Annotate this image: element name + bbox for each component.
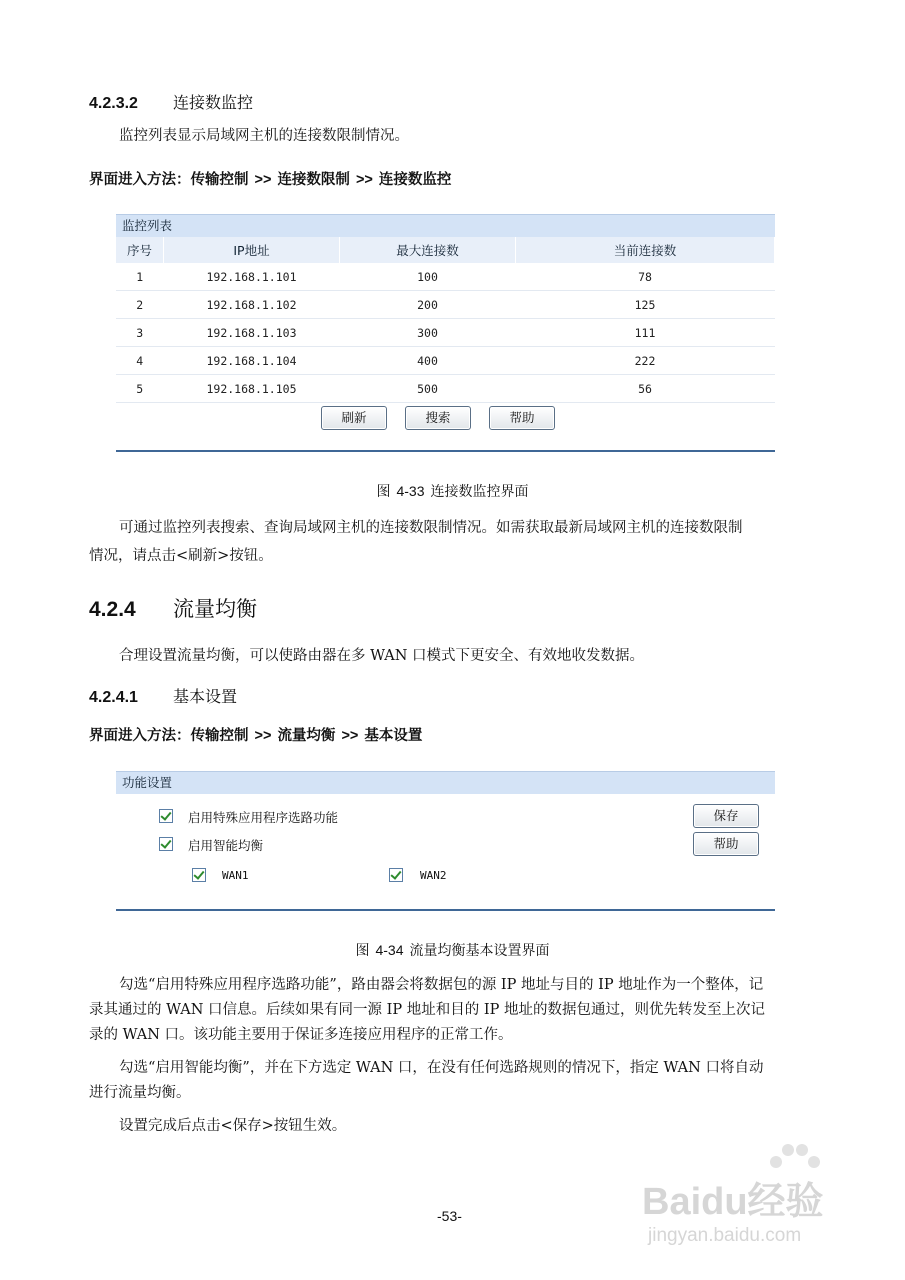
- monitor-list-panel: [116, 214, 775, 452]
- table-row: [116, 319, 775, 347]
- paragraph-line: 情况，请点击<刷新>按钮。: [89, 548, 273, 564]
- save-button[interactable]: 保存: [693, 804, 759, 828]
- figure-title: 流量均衡基本设置界面: [409, 943, 550, 959]
- section-number: 4.2.4: [89, 598, 136, 621]
- wan1-checkbox[interactable]: [192, 868, 206, 882]
- cell-index: 2: [116, 291, 164, 319]
- section-heading-4241: [89, 684, 237, 707]
- nav-prefix: 界面进入方法：: [89, 171, 191, 188]
- panel-title: 监控列表: [116, 214, 775, 237]
- nav-separator: >>: [355, 172, 373, 188]
- table-header-row: [116, 237, 775, 263]
- table-row: [116, 375, 775, 403]
- smart-balance-checkbox[interactable]: [159, 837, 173, 851]
- intro-paragraph: 合理设置流量均衡，可以使路由器在多 WAN 口模式下更安全、有效地收发数据。: [119, 648, 645, 664]
- cell-current: 56: [516, 375, 775, 403]
- figure-label: 图: [376, 484, 391, 500]
- baidu-jingyan-watermark: [642, 1140, 860, 1270]
- watermark-brand: Baidu经验: [642, 1181, 824, 1223]
- figure-number: 4-34: [375, 942, 404, 958]
- figure-caption: [0, 940, 905, 960]
- section-title: 基本设置: [173, 689, 238, 706]
- section-heading-424: [89, 593, 257, 623]
- table-row: [116, 263, 775, 291]
- paragraph-line: 设置完成后点击<保存>按钮生效。: [119, 1118, 347, 1134]
- nav-item: 基本设置: [364, 727, 423, 744]
- smart-balance-label: 启用智能均衡: [188, 838, 264, 853]
- function-settings-panel: [116, 771, 775, 911]
- page-number: -53-: [437, 1208, 462, 1224]
- table-row: [116, 347, 775, 375]
- cell-ip: 192.168.1.103: [164, 319, 340, 347]
- paragraph-line: 可通过监控列表搜索、查询局域网主机的连接数限制情况。如需获取最新局域网主机的连接数限制: [119, 520, 743, 536]
- intro-paragraph: 监控列表显示局域网主机的连接数限制情况。: [119, 128, 409, 144]
- cell-max: 300: [340, 319, 516, 347]
- section-number: 4.2.4.1: [89, 689, 138, 706]
- nav-item: 连接数限制: [277, 171, 350, 188]
- cell-max: 400: [340, 347, 516, 375]
- wan2-checkbox[interactable]: [389, 868, 403, 882]
- cell-index: 4: [116, 347, 164, 375]
- monitor-table: [116, 237, 775, 403]
- special-app-routing-checkbox[interactable]: [159, 809, 173, 823]
- section-number: 4.2.3.2: [89, 95, 138, 112]
- cell-current: 78: [516, 263, 775, 291]
- wan2-label: WAN2: [420, 869, 447, 882]
- section-heading-4232: [89, 90, 253, 113]
- figure-title: 连接数监控界面: [430, 484, 529, 500]
- cell-max: 200: [340, 291, 516, 319]
- figure-number: 4-33: [396, 483, 425, 499]
- cell-index: 3: [116, 319, 164, 347]
- paragraph-line: 勾选“启用智能均衡”，并在下方选定 WAN 口，在没有任何选路规则的情况下，指定 WAN 口将自动: [119, 1060, 764, 1076]
- paragraph-line: 勾选“启用特殊应用程序选路功能”，路由器会将数据包的源 IP 地址与目的 IP 地址作为一个整体，记: [119, 977, 764, 993]
- cell-current: 125: [516, 291, 775, 319]
- figure-caption: [0, 481, 905, 501]
- cell-max: 100: [340, 263, 516, 291]
- figure-label: 图: [355, 943, 370, 959]
- nav-separator: >>: [254, 172, 272, 188]
- cell-ip: 192.168.1.102: [164, 291, 340, 319]
- paragraph-line: 录的 WAN 口。该功能主要用于保证多连接应用程序的正常工作。: [89, 1027, 513, 1043]
- table-row: [116, 291, 775, 319]
- refresh-button[interactable]: 刷新: [321, 406, 387, 430]
- cell-ip: 192.168.1.105: [164, 375, 340, 403]
- nav-item: 连接数监控: [378, 171, 452, 188]
- help-button[interactable]: 帮助: [489, 406, 555, 430]
- column-header-index: 序号: [116, 237, 164, 263]
- paragraph-line: 录其通过的 WAN 口信息。后续如果有同一源 IP 地址和目的 IP 地址的数据包通过，则优先转发至上次记: [89, 1002, 765, 1018]
- column-header-ip: IP地址: [164, 237, 340, 263]
- nav-path: [89, 168, 451, 189]
- nav-separator: >>: [341, 728, 359, 744]
- section-title: 流量均衡: [173, 598, 257, 621]
- cell-ip: 192.168.1.104: [164, 347, 340, 375]
- paragraph-line: 进行流量均衡。: [89, 1085, 191, 1101]
- cell-index: 5: [116, 375, 164, 403]
- wan1-label: WAN1: [222, 869, 249, 882]
- cell-ip: 192.168.1.101: [164, 263, 340, 291]
- search-button[interactable]: 搜索: [405, 406, 471, 430]
- nav-prefix: 界面进入方法：: [89, 727, 191, 744]
- nav-item: 传输控制: [190, 171, 249, 188]
- cell-current: 222: [516, 347, 775, 375]
- cell-current: 111: [516, 319, 775, 347]
- cell-max: 500: [340, 375, 516, 403]
- nav-item: 流量均衡: [277, 727, 336, 744]
- watermark-url: jingyan.baidu.com: [648, 1225, 802, 1246]
- cell-index: 1: [116, 263, 164, 291]
- section-title: 连接数监控: [173, 95, 254, 112]
- nav-path: [89, 724, 422, 745]
- special-app-routing-label: 启用特殊应用程序选路功能: [188, 810, 339, 825]
- column-header-max: 最大连接数: [340, 237, 516, 263]
- nav-item: 传输控制: [190, 727, 249, 744]
- column-header-current: 当前连接数: [516, 237, 775, 263]
- panel-title: 功能设置: [116, 771, 775, 794]
- nav-separator: >>: [254, 728, 272, 744]
- help-button[interactable]: 帮助: [693, 832, 759, 856]
